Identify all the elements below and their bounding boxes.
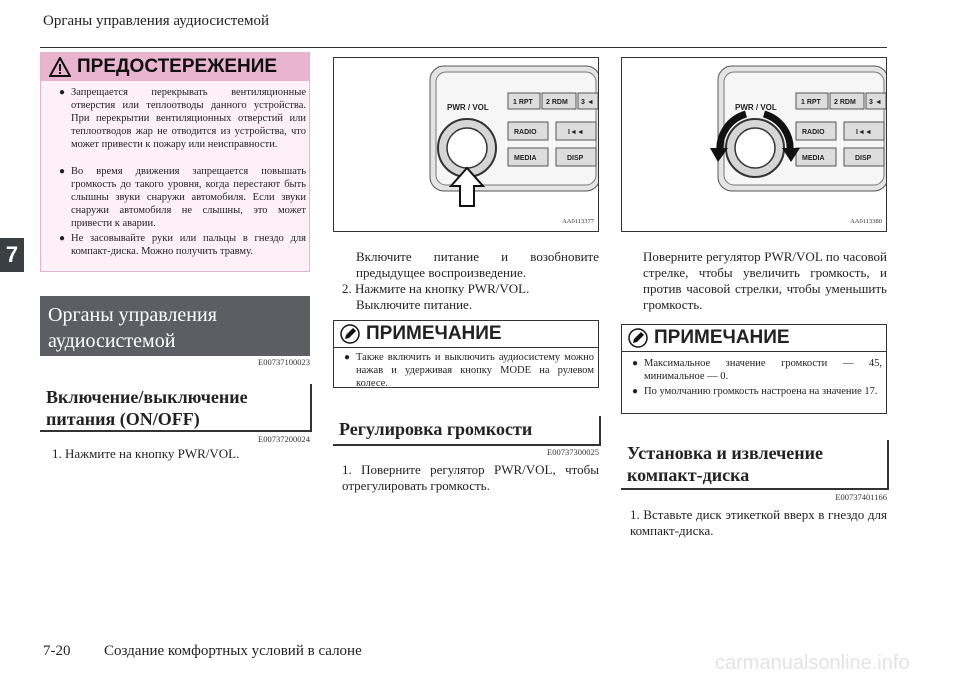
right-text-1: Поверните регулятор PWR/VOL по часовой стрелке, чтобы увеличить громкость, и против часовой стрелки, чтобы уменьшить громкость. [643,249,887,312]
note-item: ● Максимальное значение громкости — 45, минимальное — 0. [632,358,882,382]
svg-text:3 ◄: 3 ◄ [869,99,882,106]
svg-text:1 RPT: 1 RPT [801,99,821,106]
footer-title: Создание комфортных условий в салоне [104,643,362,659]
svg-text:2 RDM: 2 RDM [546,99,568,106]
bullet-icon: ● [59,233,66,244]
audio-panel-illustration [622,58,886,231]
bullet-icon: ● [632,358,639,369]
note-title: ПРИМЕЧАНИЕ [366,323,502,344]
watermark: carmanualsonline.info [715,652,910,674]
note-item: ● По умолчанию громкость настроена на значение 17. [632,386,878,397]
section-title: Органы управления аудиосистемой [40,296,310,356]
pencil-note-icon [628,328,648,348]
svg-text:RADIO: RADIO [514,129,537,136]
note-title: ПРИМЕЧАНИЕ [654,327,790,348]
svg-text:MEDIA: MEDIA [802,155,825,162]
warning-item: ● Не засовывайте руки или пальцы в гнездо для компакт-диска. Можно получить травму. [59,233,306,257]
note-header [334,321,598,348]
bullet-icon: ● [632,386,639,397]
svg-text:DISP: DISP [567,155,584,162]
warning-title: ПРЕДОСТЕРЕЖЕНИЕ [77,56,278,77]
note-item: ● Также включить и выключить аудиосистему можно нажав и удерживая кнопку MODE на рулевом колесе. [344,352,594,389]
svg-text:1 RPT: 1 RPT [513,99,533,106]
svg-text:2 RDM: 2 RDM [834,99,856,106]
note-box-middle [333,320,599,388]
bullet-icon: ● [344,352,351,363]
note-header [622,325,886,352]
audio-panel-illustration [334,58,598,231]
warning-item: ● Запрещается перекрывать вентиляционные отверстия или теплоотводы данного устройства. При перекрытии вентиляционных отверстий или теплоотводов жар не отводится из устройства, что может привести к пожару или неисправности. [59,87,306,150]
svg-text:PWR / VOL: PWR / VOL [735,103,777,112]
svg-text:I◄◄: I◄◄ [568,129,584,136]
cd-subsection-title: Установка и извлечение компакт-диска [621,440,889,490]
middle-text-2: Выключите питание. [356,297,473,312]
power-step-1: 1. Нажмите на кнопку PWR/VOL. [52,446,240,461]
power-code: E00737200024 [258,434,310,444]
figure-id: AA0113377 [562,218,594,225]
svg-text:RADIO: RADIO [802,129,825,136]
section-code: E00737100023 [258,357,310,367]
middle-step-2: 2. Нажмите на кнопку PWR/VOL. [342,281,530,296]
header-rule [40,47,887,48]
svg-text:DISP: DISP [855,155,872,162]
note-box-right [621,324,887,414]
page-header-title: Органы управления аудиосистемой [43,13,269,29]
figure-rotate-knob [621,57,887,232]
middle-text-1: Включите питание и возобновите предыдущее воспроизведение. [356,249,599,280]
bullet-icon: ● [59,87,66,98]
volume-code: E00737300025 [547,447,599,457]
chapter-tab: 7 [0,238,24,272]
power-subsection-title: Включение/выключение питания (ON/OFF) [40,384,312,432]
pencil-note-icon [340,324,360,344]
figure-id: AA0113380 [850,218,882,225]
warning-box [40,52,310,272]
warning-item: ● Во время движения запрещается повышать громкость до такого уровня, когда перестают быть слышны звуки снаружи автомобиля. Если звуки снаружи автомобиля не слышны, это может привести к аварии. [59,166,306,229]
bullet-icon: ● [59,166,66,177]
svg-text:I◄◄: I◄◄ [856,129,872,136]
svg-text:PWR / VOL: PWR / VOL [447,103,489,112]
volume-subsection-title: Регулировка громкости [333,416,601,446]
cd-step-1: 1. Вставьте диск этикеткой вверх в гнездо для компакт-диска. [630,507,887,538]
svg-text:3 ◄: 3 ◄ [581,99,594,106]
warning-triangle-icon [49,57,71,77]
footer-page-number: 7-20 [43,643,71,659]
warning-header [41,53,309,81]
volume-step-1: 1. Поверните регулятор PWR/VOL, чтобы отрегулировать громкость. [342,462,599,493]
figure-press-button [333,57,599,232]
svg-text:MEDIA: MEDIA [514,155,537,162]
cd-code: E00737401166 [835,492,887,502]
